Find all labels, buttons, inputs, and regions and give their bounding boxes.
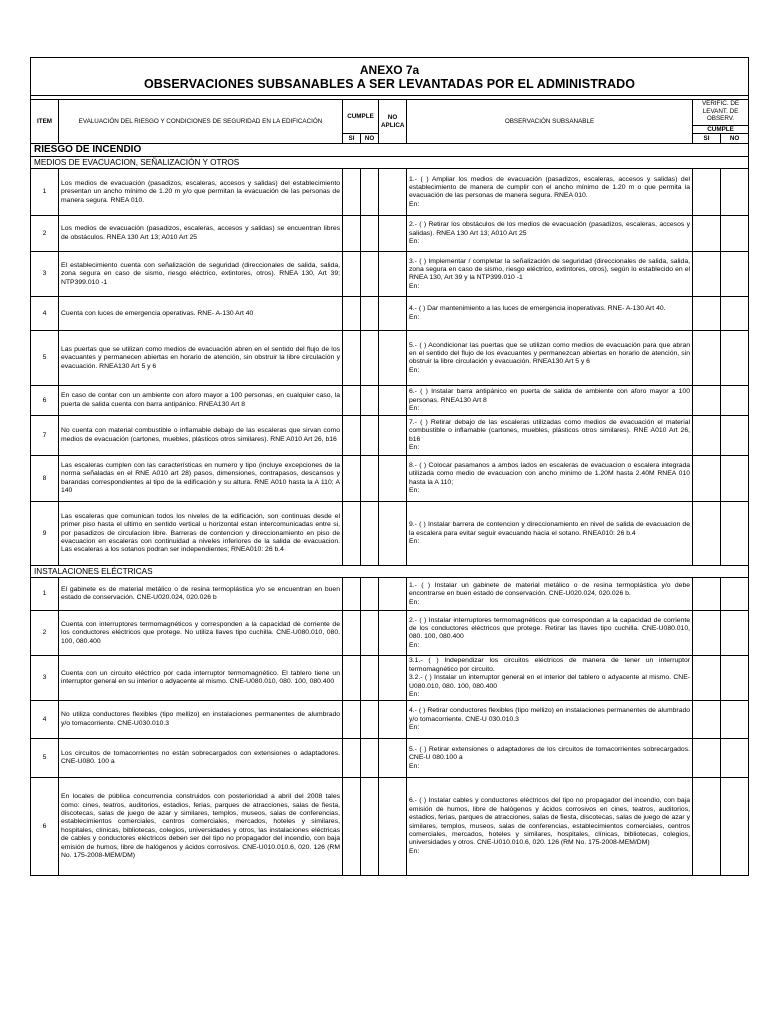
no-aplica-cell[interactable] [379,169,407,216]
cumple-si-cell[interactable] [343,656,361,701]
header-observation: OBSERVACIÓN SUBSANABLE [407,100,693,144]
verif-no-cell[interactable] [721,778,749,876]
observation-cell [407,578,693,611]
observation-text: 4.- ( ) Retirar conductores flexibles (tipo mellizo) en instalaciones permanentes de alumbrado y/o tomacorriente. CNE-U 030.010.3 [409,707,690,723]
item-number: 8 [31,456,59,502]
observation-text: 3.1.- ( ) Independizar los circuitos eléctricos de manera de tener un interruptor termomagnético por circuito. 3.2.- ( ) Instalar un interruptor general en el interior del tablero o adyacente al mismo. CNE-U080.010, 080. 100, 080.400 [409,657,690,690]
item-number: 5 [31,331,59,386]
verif-si-cell[interactable] [693,502,721,566]
evaluation-text [59,456,343,502]
evaluation-text-body: En caso de contar con un ambiente con aforo mayor a 100 personas, en cualquier caso, la puerta de salida cuenta con barra antipánico. RNEA130 Art 8 [61,392,340,408]
evaluation-text [59,216,343,252]
evaluation-text [59,656,343,701]
cumple-no-cell[interactable] [361,502,379,566]
en-field[interactable]: En: [409,847,420,855]
section-title: INSTALACIONES ELÉCTRICAS [31,566,749,578]
table-row [31,778,749,876]
evaluation-text [59,252,343,297]
en-field[interactable]: En: [409,598,420,606]
evaluation-text-body: Los circuitos de tomacorrientes no están sobrecargados con extensiones o adaptadores. CNE-U080. 100 a [61,749,340,766]
observation-text: 5.- ( ) Retirar extensiones o adaptadores de los circuitos de tomacorrientes sobrecargados. CNE-U 080.100 a [409,745,690,762]
evaluation-text-body: Los medios de evacuación (pasadizos, escaleras, accesos y salidas) se encuentran libres de obstáculos. RNEA 130 Art 13; A010 Art 25 [61,225,340,241]
cumple-no-cell[interactable] [361,739,379,778]
en-field[interactable]: En: [409,487,420,495]
evaluation-text [59,701,343,739]
observation-text: 2.- ( ) Instalar interruptores termomagnéticos que correspondan a la capacidad de corriente de los conductores eléctricos que protege. Retirar las llaves tipo cuchilla. CNE-U080.010, 080. 100, 080.400 [409,616,690,641]
cumple-si-cell[interactable] [343,216,361,252]
cumple-si-cell[interactable] [343,701,361,739]
no-aplica-cell[interactable] [379,656,407,701]
evaluation-text [59,386,343,416]
item-number: 1 [31,578,59,611]
cumple-si-cell[interactable] [343,778,361,876]
observation-text: 8.- ( ) Colocar pasamanos a ambos lados en escaleras de evacuacion o escalera integrada utilizada como medio de evacuacion con ancho minimo de 1.20M hasta 2.40M RNEA 010 hasta la A 110; [409,462,690,486]
evaluation-text [59,331,343,386]
cumple-no-cell[interactable] [361,252,379,297]
cumple-no-cell[interactable] [361,386,379,416]
no-aplica-cell[interactable] [379,386,407,416]
observation-cell [407,739,693,778]
verif-si-cell[interactable] [693,169,721,216]
item-number: 5 [31,739,59,778]
cumple-si-cell[interactable] [343,416,361,456]
verif-no-cell[interactable] [721,739,749,778]
cumple-no-cell[interactable] [361,578,379,611]
verif-no-cell[interactable] [721,656,749,701]
evaluation-text [59,578,343,611]
item-number: 6 [31,386,59,416]
cumple-si-cell[interactable] [343,252,361,297]
annex-subtitle: OBSERVACIONES SUBSANABLES A SER LEVANTADAS POR EL ADMINISTRADO [143,76,636,91]
cumple-si-cell[interactable] [343,502,361,566]
table-row [31,331,749,386]
observation-cell [407,656,693,701]
item-number: 2 [31,611,59,656]
en-field[interactable]: En: [409,282,420,290]
table-row [31,416,749,456]
evaluation-text-body: Las puertas que se utilizan como medios de evacuación abren en el sentido del flujo de los evacuantes y permanecen abiertas en horario de atención, sin obstruir la libre circulación y evacuación. RNEA130 Art 5 y 6 [61,345,340,370]
annex-title-cell [31,58,749,96]
annex-title: ANEXO 7a [359,62,420,77]
evaluation-text-body: El gabinete es de material metálico o de resina termoplástica y/o se encuentran en buen estado de conservación. CNE-U020.024, 020.026 b [61,585,340,602]
verif-no-cell[interactable] [721,701,749,739]
item-number: 1 [31,169,59,216]
observation-text: 9.- ( ) Instalar barrera de contencion y direccionamiento en nivel de salida de evacuacion de la escalera para evitar seguir evacuando hacia el sotano. RNEA010: 26 b.4 [409,521,690,537]
en-field[interactable]: En: [409,444,420,452]
header-verif-si: SI [693,134,721,144]
observation-text: 6.- ( ) Instalar barra antipánico en puerta de salida de ambiente con aforo mayor a 100 personas. RNEA130 Art 8 [409,388,690,404]
verif-no-cell[interactable] [721,386,749,416]
cumple-no-cell[interactable] [361,416,379,456]
verif-no-cell[interactable] [721,297,749,331]
observation-text: 5.- ( ) Acondicionar las puertas que se utilizan como medios de evacuación para que abran en el sentido del flujo de los evacuantes y permanezcan abiertas en horario de atención, sin obstruir la libre circulación y evacuación. RNEA130 Art 5 y 6 [409,341,690,366]
table-row [31,502,749,566]
verif-no-cell[interactable] [721,502,749,566]
en-field[interactable]: En: [409,366,420,374]
no-aplica-cell[interactable] [379,701,407,739]
en-field[interactable]: En: [409,762,420,770]
cumple-no-cell[interactable] [361,331,379,386]
verif-si-cell[interactable] [693,252,721,297]
no-aplica-cell[interactable] [379,502,407,566]
no-aplica-cell[interactable] [379,578,407,611]
verif-si-cell[interactable] [693,216,721,252]
cumple-no-cell[interactable] [361,701,379,739]
header-verif-label: VERIFIC. DE LEVANT. DE OBSERV. [701,100,740,123]
evaluation-text-body: Cuenta con luces de emergencia operativas. RNE- A-130 Art 40 [61,309,254,317]
cumple-si-cell[interactable] [343,739,361,778]
evaluation-text [59,502,343,566]
verif-no-cell[interactable] [721,456,749,502]
en-field[interactable]: En: [409,538,420,546]
cumple-si-cell[interactable] [343,578,361,611]
evaluation-text [59,416,343,456]
observation-cell [407,778,693,876]
verif-no-cell[interactable] [721,169,749,216]
cumple-no-cell[interactable] [361,611,379,656]
verif-si-cell[interactable] [693,386,721,416]
header-cumple: CUMPLE [343,100,379,134]
verif-no-cell[interactable] [721,331,749,386]
observations-table [30,57,749,876]
no-aplica-cell[interactable] [379,297,407,331]
header-no-aplica: NO APLICA [379,100,407,144]
table-row [31,578,749,611]
en-field[interactable]: En: [409,690,420,698]
no-aplica-cell[interactable] [379,611,407,656]
item-number: 6 [31,778,59,876]
table-row [31,252,749,297]
verif-no-cell[interactable] [721,252,749,297]
section-title: MEDIOS DE EVACUACION, SEÑALIZACIÓN Y OTROS [31,157,749,169]
item-number: 3 [31,252,59,297]
table-row [31,456,749,502]
evaluation-text-body: En locales de pública concurrencia construidos con posterioridad a abril del 2008 tales como: cines, teatros, auditorios, estadios, ferias, parques de atracciones, salas de fiesta, discotecas, salas de juego de azar y similares, templos, museos, salas de conferencias, establecimientos comerciales, centros comerciales, mercados, hoteles y similares, hospitales, clínicas, bibliotecas, colegios, universidades y otros, las instalaciones eléctricas de cables y conductores eléctricos deben ser del tipo no propagador del incendio, con baja emisión de humos, libre de halógenos y ácidos corrosivos. CNE-U010.010.6, 020. 126 (RM No. 175-2008-MEM/DM) [61,793,340,860]
table-row [31,611,749,656]
header-evaluation: EVALUACIÓN DEL RIESGO Y CONDICIONES DE SEGURIDAD EN LA EDIFICACIÓN [59,100,343,144]
table-row [31,701,749,739]
item-number: 9 [31,502,59,566]
item-number: 2 [31,216,59,252]
verif-si-cell[interactable] [693,778,721,876]
verif-si-cell[interactable] [693,416,721,456]
cumple-si-cell[interactable] [343,297,361,331]
cumple-no-cell[interactable] [361,456,379,502]
item-number: 4 [31,297,59,331]
table-row [31,386,749,416]
cumple-no-cell[interactable] [361,216,379,252]
cumple-si-cell[interactable] [343,331,361,386]
no-aplica-cell[interactable] [379,739,407,778]
observation-cell [407,502,693,566]
en-field[interactable]: En: [409,724,420,732]
observation-cell [407,456,693,502]
cumple-si-cell[interactable] [343,611,361,656]
no-aplica-cell[interactable] [379,216,407,252]
evaluation-text-body: Las escaleras cumplen con las características en numero y tipo (incluye excepciones de la norma señaladas en el RNE A010 art 28) pasos, dimensiones, contrapasos, descansos y barandas correspondientes al tipo de la edificación y su altura. RNE A010 hasta la A 110; A 140 [61,462,340,495]
observation-cell [407,297,693,331]
header-verif-cumple: CUMPLE [693,125,748,134]
item-number: 3 [31,656,59,701]
no-aplica-cell[interactable] [379,416,407,456]
observation-text: 1.- ( ) Instalar un gabinete de material metálico o de resina termoplástica y/o debe encontrarse en buen estado de conservación. CNE-U020.024, 020.026 b. [409,581,690,598]
observation-text: 7.- ( ) Retirar debajo de las escaleras utilizadas como medios de evacuación el material combustible o inflamable (cartones, muebles, plásticos otros similares). RNE A010 Art 26, b16 [409,419,690,443]
observation-cell [407,252,693,297]
verif-si-cell[interactable] [693,656,721,701]
observation-cell [407,416,693,456]
cumple-no-cell[interactable] [361,778,379,876]
table-row [31,739,749,778]
no-aplica-cell[interactable] [379,778,407,876]
observation-text: 4.- ( ) Dar mantenimiento a las luces de emergencia inoperativas. RNE- A-130 Art 40. [409,305,666,313]
verif-si-cell[interactable] [693,456,721,502]
evaluation-text-body: Los medios de evacuación (pasadizos, escaleras, accesos y salidas) del establecimiento presentan un ancho mínimo de 1.20 m y/o que permitan la evacuación de las personas de manera segura. RNEA 010. [61,179,340,204]
cumple-si-cell[interactable] [343,169,361,216]
verif-si-cell[interactable] [693,611,721,656]
observation-text: 6.- ( ) Instalar cables y conductores eléctricos del tipo no propagador del incendio, con baja emisión de humos, libre de halógenos y ácidos corrosivos en cines, teatros, auditorios, estadios, ferias, parques de atracciones, salas de fiesta, discotecas, salas de juego de azar y similares, templos, museos, salas de conferencias, establecimientos comerciales, centros comerciales, mercados, hoteles y similares, hospitales, clínicas, bibliotecas, colegios, universidades y otros. CNE-U010.010.6, 020. 126 (RM No. 175-2008-MEM/DM) [409,797,690,847]
observation-text: 1.- ( ) Ampliar los medios de evacuación (pasadizos, escaleras, accesos y salidas) del establecimiento de manera de cumplir con el ancho mínimo de 1.20 m o que permita la evacuación de las personas de manera segura. RNEA 010. [409,175,690,200]
evaluation-text [59,169,343,216]
item-number: 4 [31,701,59,739]
verif-no-cell[interactable] [721,578,749,611]
evaluation-text-body: Cuenta con interruptores termomagnéticos y corresponden a la capacidad de corriente de los conductores eléctricos que protege. No utiliza llaves tipo cuchilla. CNE-U080.010, 080. 100, 080.400 [61,620,340,645]
no-aplica-cell[interactable] [379,456,407,502]
evaluation-text [59,778,343,876]
verif-si-cell[interactable] [693,297,721,331]
observation-cell [407,611,693,656]
cumple-si-cell[interactable] [343,456,361,502]
header-verification [693,100,749,134]
header-item: ITEM [31,100,59,144]
observation-cell [407,216,693,252]
cumple-no-cell[interactable] [361,297,379,331]
evaluation-text-body: No cuenta con material combustible o inflamable debajo de las escaleras que sirvan como medios de evacuación (cartones, muebles, plásticos otros similares). RNE A010 Art 26, b16 [61,427,340,443]
risk-title: RIESGO DE INCENDIO [31,144,749,157]
table-row [31,216,749,252]
observation-text: 3.- ( ) Implementar / completar la señalización de seguridad (direccionales de salida, salida, zona segura en caso de sismo, riesgo eléctrico, extintores, otros), según lo establecido en el RNEA 130, Art 39 y la NTP399.010 -1 [409,257,690,282]
observation-cell [407,701,693,739]
cumple-no-cell[interactable] [361,169,379,216]
header-no: NO [361,134,379,144]
item-number: 7 [31,416,59,456]
observation-text: 2.- ( ) Retirar los obstáculos de los medios de evacuación (pasadizos, escaleras, accesos y salidas). RNEA 130 Art 13; A010 Art 25 [409,221,690,237]
verif-no-cell[interactable] [721,611,749,656]
evaluation-text [59,297,343,331]
verif-no-cell[interactable] [721,216,749,252]
en-field[interactable]: En: [409,200,420,208]
evaluation-text-body: El establecimiento cuenta con señalización de seguridad (direccionales de salida, salida, zona segura en caso de sismo, riesgo eléctrico, extintores, otros). RNEA 130, Art 39; NTP399.010 -1 [61,261,340,286]
en-field[interactable]: En: [409,313,420,321]
cumple-si-cell[interactable] [343,386,361,416]
evaluation-text-body: Las escaleras que comunican todos los niveles de la edificación, son continuas desde el primer piso hasta el ultimo en sentido vertical u horizontal estan intercomunicadas entre si, por pasadizos de circulacion libre. Barreras de contencion y direccionamiento en piso de evacuacion en escaleras con continuidad a niveles inferiores de la salida de evacuacion. Las escaleras a los sotanos podran ser independientes; RNEA010: 26 b.4 [61,512,340,554]
evaluation-text [59,611,343,656]
observation-cell [407,331,693,386]
verif-si-cell[interactable] [693,701,721,739]
no-aplica-cell[interactable] [379,331,407,386]
observation-cell [407,386,693,416]
table-row [31,169,749,216]
header-si: SI [343,134,361,144]
table-row [31,297,749,331]
annex-page [30,57,748,876]
header-verif-no: NO [721,134,749,144]
verif-si-cell[interactable] [693,578,721,611]
observation-cell [407,169,693,216]
evaluation-text-body: No utiliza conductores flexibles (tipo mellizo) en instalaciones permanentes de alumbrado y/o tomacorriente. CNE-U030.010.3 [61,711,340,727]
verif-no-cell[interactable] [721,416,749,456]
en-field[interactable]: En: [409,641,420,649]
verif-si-cell[interactable] [693,739,721,778]
verif-si-cell[interactable] [693,331,721,386]
table-row [31,656,749,701]
evaluation-text [59,739,343,778]
en-field[interactable]: En: [409,238,420,246]
en-field[interactable]: En: [409,405,420,413]
evaluation-text-body: Cuenta con un circuito eléctrico por cada interruptor termomagnético. El tablero tiene un interruptor general en su interior o adyacente al mismo. CNE-U080.010, 080. 100, 080.400 [61,669,340,686]
no-aplica-cell[interactable] [379,252,407,297]
cumple-no-cell[interactable] [361,656,379,701]
